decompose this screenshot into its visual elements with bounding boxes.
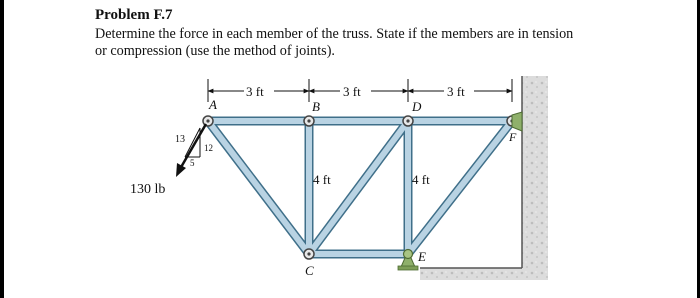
joint-e-label: E: [418, 249, 426, 264]
dim-span-1: 3 ft: [246, 84, 264, 99]
slope-label-5: 5: [190, 158, 195, 168]
joint-c-label: C: [305, 263, 314, 278]
joint-d-label: D: [412, 99, 422, 114]
joint-b-label: B: [312, 99, 320, 114]
problem-title: Problem F.7: [95, 7, 173, 23]
truss-members: [208, 121, 512, 254]
height-label-2: 4 ft: [412, 172, 430, 187]
slope-label-12: 12: [204, 143, 213, 153]
statement-line-2: or compression (use the method of joints).: [95, 43, 335, 59]
load-label: 130 lb: [130, 182, 166, 197]
support-wall: [420, 76, 548, 280]
slope-label-13: 13: [175, 134, 185, 145]
joint-a-label: A: [209, 97, 217, 112]
load-arrow: [176, 124, 206, 177]
statement-line-1: Determine the force in each member of the truss. State if the members are in tension: [95, 26, 574, 42]
dim-span-3: 3 ft: [447, 84, 465, 99]
screen-edge-left: [0, 0, 4, 298]
dim-span-2: 3 ft: [343, 84, 361, 99]
height-label-1: 4 ft: [313, 172, 331, 187]
support-f-bracket: [512, 112, 522, 131]
joint-f-label: F: [509, 130, 517, 144]
